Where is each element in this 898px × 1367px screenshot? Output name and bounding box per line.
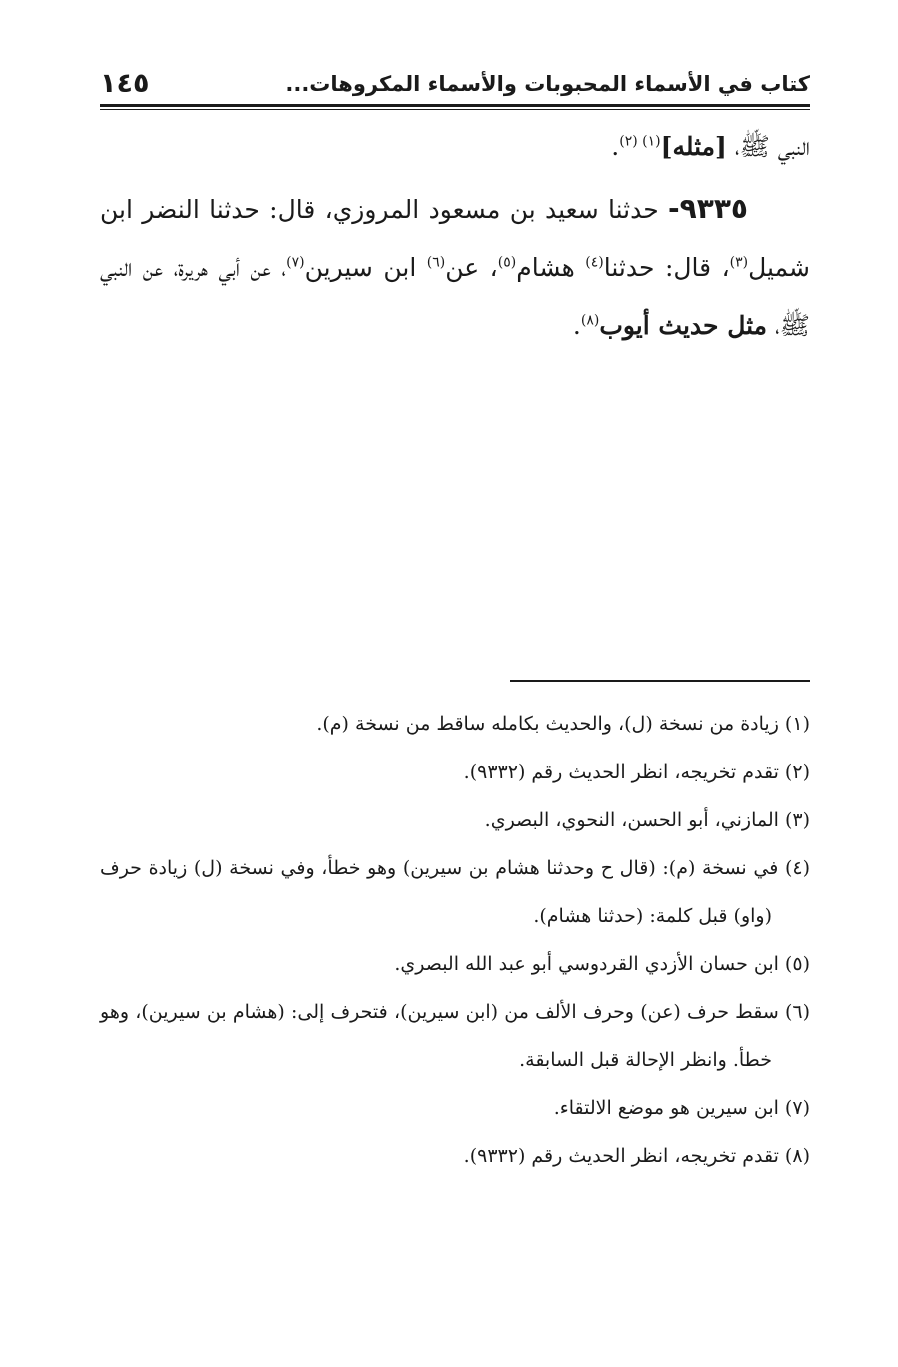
book-title: كتاب في الأسماء المحبوبات والأسماء المكروهات... (285, 72, 810, 96)
footnote: (٨) تقدم تخريجه، انظر الحديث رقم (٩٣٣٢). (463, 1145, 810, 1167)
footnote-ref: (١) (٢) (619, 133, 661, 150)
footnotes (100, 700, 810, 1180)
text-run: ، عن (445, 253, 498, 282)
footnote: (٦) سقط حرف (عن) وحرف الألف من (ابن سيرين)، فتحرف إلى: (هشام بن سيرين)، وهو خطأ. وانظر الإحالة قبل السابقة. (100, 1001, 810, 1071)
text-run: ، عن أبي هريرة، عن النبي ﷺ، (100, 253, 810, 340)
text-run: ، قال: حدثنا (603, 253, 730, 282)
footnote-ref: (٤) (585, 254, 604, 271)
bold-text: مثل حديث أيوب (599, 311, 768, 340)
page-number: ١٤٥ (100, 68, 150, 99)
footnote-ref: (٣) (729, 254, 749, 271)
text-run: ابن سيرين (304, 253, 427, 282)
text-run: هشام (516, 253, 586, 282)
paragraph-continuation (100, 118, 810, 176)
footnote: (٥) ابن حسان الأزدي القردوسي أبو عبد الله البصري. (394, 953, 810, 975)
text-run: . (611, 132, 620, 161)
hadith-paragraph (100, 180, 810, 355)
hadith-number: ٩٣٣٥- (668, 192, 748, 225)
header-rule (100, 104, 810, 107)
footnote-ref: (٦) (426, 254, 446, 271)
main-text (100, 118, 810, 355)
footnote-ref: (٧) (286, 254, 305, 271)
header-rule-thin (100, 109, 810, 110)
footnote: (٤) في نسخة (م): (قال ح وحدثنا هشام بن سيرين) وهو خطأ، وفي نسخة (ل) زيادة حرف (واو) قبل كلمة: (حدثنا هشام). (100, 857, 810, 927)
footnote: (٢) تقدم تخريجه، انظر الحديث رقم (٩٣٣٢). (463, 761, 810, 783)
footnote-separator (510, 680, 810, 682)
bracket-text: [مثله] (660, 132, 727, 161)
footnote: (٧) ابن سيرين هو موضع الالتقاء. (553, 1097, 810, 1119)
footnote-ref: (٨) (580, 312, 600, 329)
text-run: . (572, 311, 581, 340)
text-run: النبي ﷺ، (726, 132, 810, 161)
running-header (100, 70, 810, 104)
footnote-ref: (٥) (497, 254, 517, 271)
text-run: حدثنا سعيد بن مسعود المروزي، قال: حدثنا النضر ابن شميل (100, 195, 811, 282)
footnote: (٣) المازني، أبو الحسن، النحوي، البصري. (484, 809, 810, 831)
footnote: (١) زيادة من نسخة (ل)، والحديث بكامله ساقط من نسخة (م). (316, 713, 810, 735)
